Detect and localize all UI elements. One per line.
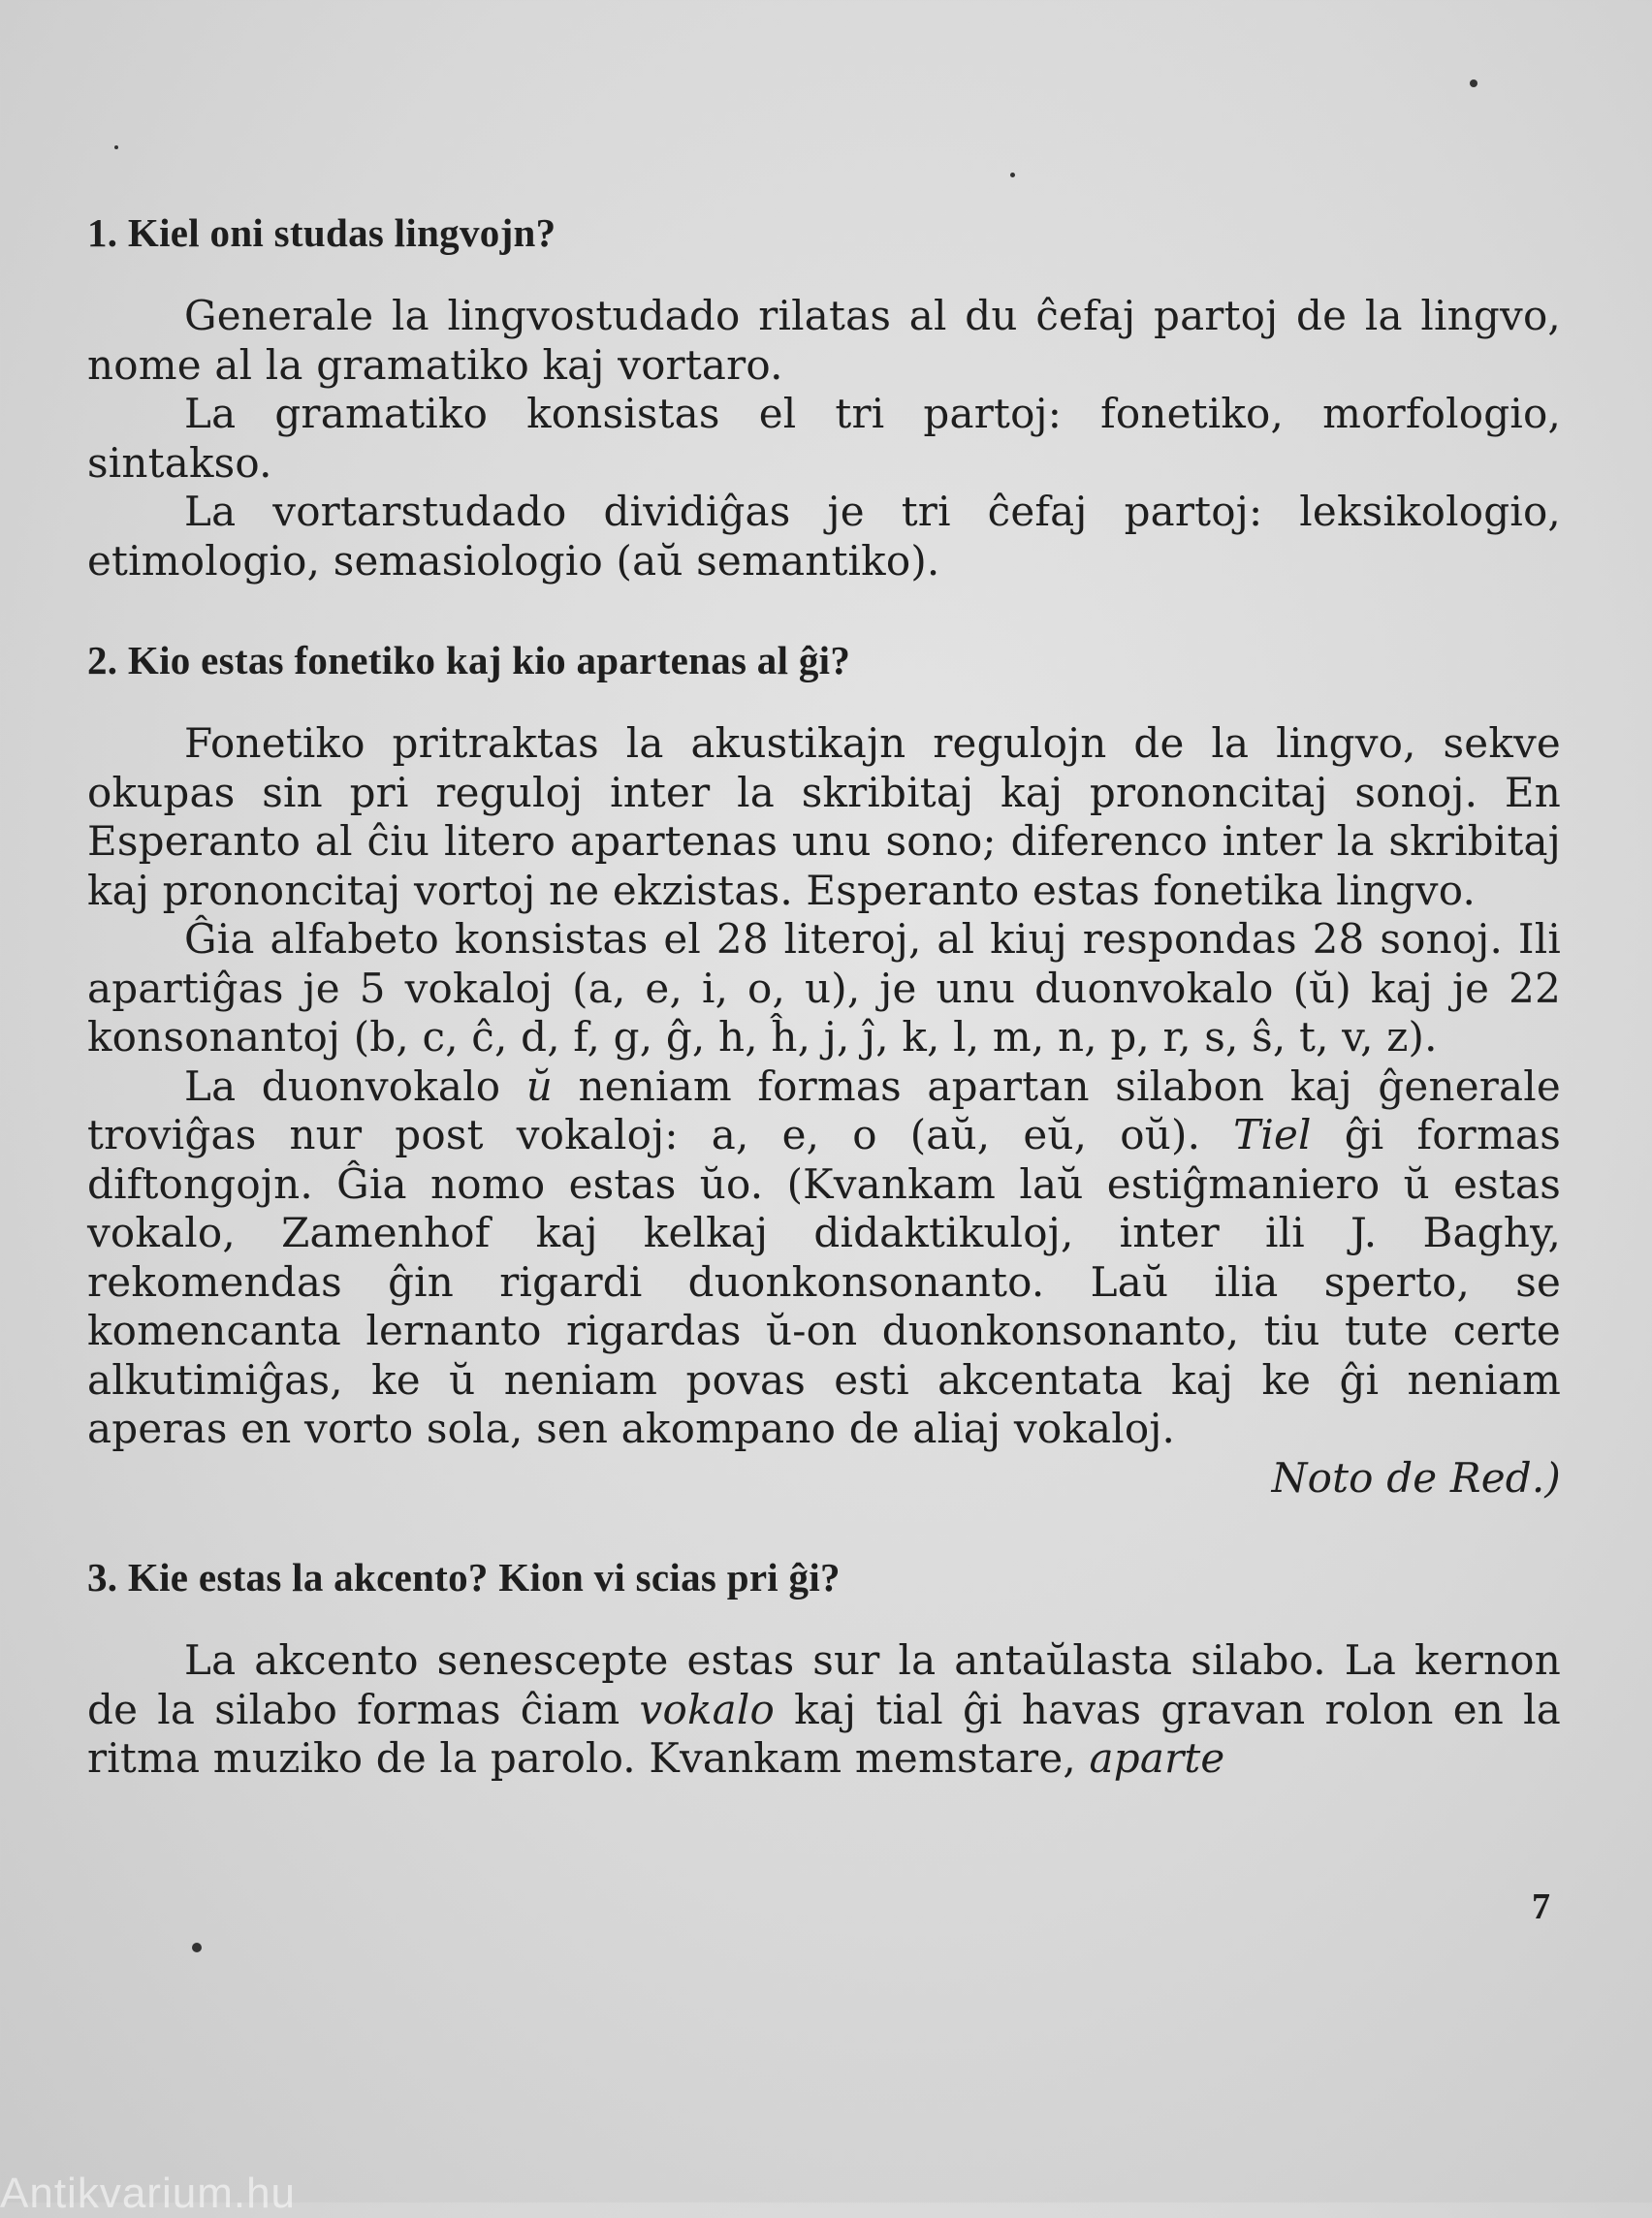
text-run: neniam formas apartan silabon kaj ĝenerale troviĝas nur post vokaloj: a, e, o (aŭ, eŭ, oŭ). [87, 1061, 1561, 1158]
italic-run: Tiel [1233, 1111, 1312, 1158]
italic-run: ŭ [525, 1061, 553, 1110]
section-2-paragraph [87, 1061, 1561, 1502]
section-2-paragraph: Ĝia alfabeto konsistas el 28 literoj, al kiuj respondas 28 sonoj. Ili apartiĝas je 5 vokaloj (a, e, i, o, u), je unu duonvokalo (ŭ) kaj je 22 konsonantoj (b, c, ĉ, d, f, g, ĝ, h, ĥ, j, ĵ, k, l, m, n, p, r, s, ŝ, t, v, z). [87, 915, 1561, 1061]
section-1-paragraph: La vortarstudado dividiĝas je tri ĉefaj partoj: leksikologio, etimologio, semasiologio (aŭ semantiko). [87, 488, 1561, 585]
text-run: kaj tial ĝi havas gravan rolon en la ritma muziko de la parolo. Kvankam memstare, [87, 1685, 1562, 1782]
dust-speck [1010, 173, 1015, 177]
page-number: 7 [1532, 1886, 1550, 1927]
dust-speck [192, 1943, 202, 1952]
text-run: ĝi formas diftongojn. Ĝia nomo estas ŭo. (Kvankam laŭ estiĝmaniero ŭ estas vokalo, Zamenhof kaj kelkaj didaktikuloj, inter ili J. Baghy, rekomendas ĝin rigardi duonkonsonanto. Laŭ ilia sperto, se komencanta lernanto rigardas ŭ-on duonkonsonanto, tiu tute certe alkutimiĝas, ke ŭ neniam povas esti akcentata kaj ke ĝi neniam aperas en vorto sola, sen akompano de aliaj vokaloj. [87, 1111, 1561, 1452]
watermark: Antikvarium.hu [0, 2170, 297, 2217]
section-3-heading: 3. Kie estas la akcento? Kion vi scias pri ĝi? [87, 1555, 841, 1600]
dust-speck [114, 145, 118, 149]
section-3-paragraph [87, 1636, 1561, 1784]
italic-run: vokalo [639, 1685, 775, 1733]
section-1-heading: 1. Kiel oni studas lingvojn? [87, 210, 556, 255]
section-2-heading: 2. Kio estas fonetiko kaj kio apartenas al ĝi? [87, 638, 851, 682]
section-2-paragraph: Fonetiko pritraktas la akustikajn regulojn de la lingvo, sekve okupas sin pri reguloj inter la skribitaj kaj prononcitaj sonoj. En Esperanto al ĉiu litero apartenas unu sono; diferenco inter la skribitaj kaj prononcitaj vortoj ne ekzistas. Esperanto estas fonetika lingvo. [87, 719, 1561, 914]
dust-speck [1470, 79, 1477, 87]
section-1-paragraph: La gramatiko konsistas el tri partoj: fonetiko, morfologio, sintakso. [87, 390, 1561, 487]
book-page [87, 208, 1561, 1953]
text-run: La duonvokalo [184, 1061, 526, 1110]
text-run: La akcento senescepte estas sur la antaŭlasta silabo. La kernon de la silabo formas ĉiam [87, 1636, 1561, 1733]
italic-run: aparte [1089, 1734, 1225, 1782]
section-1-paragraph: Generale la lingvostudado rilatas al du ĉefaj partoj de la lingvo, nome al la gramatiko kaj vortaro. [87, 292, 1561, 389]
editor-note: Noto de Red.) [1271, 1453, 1561, 1502]
